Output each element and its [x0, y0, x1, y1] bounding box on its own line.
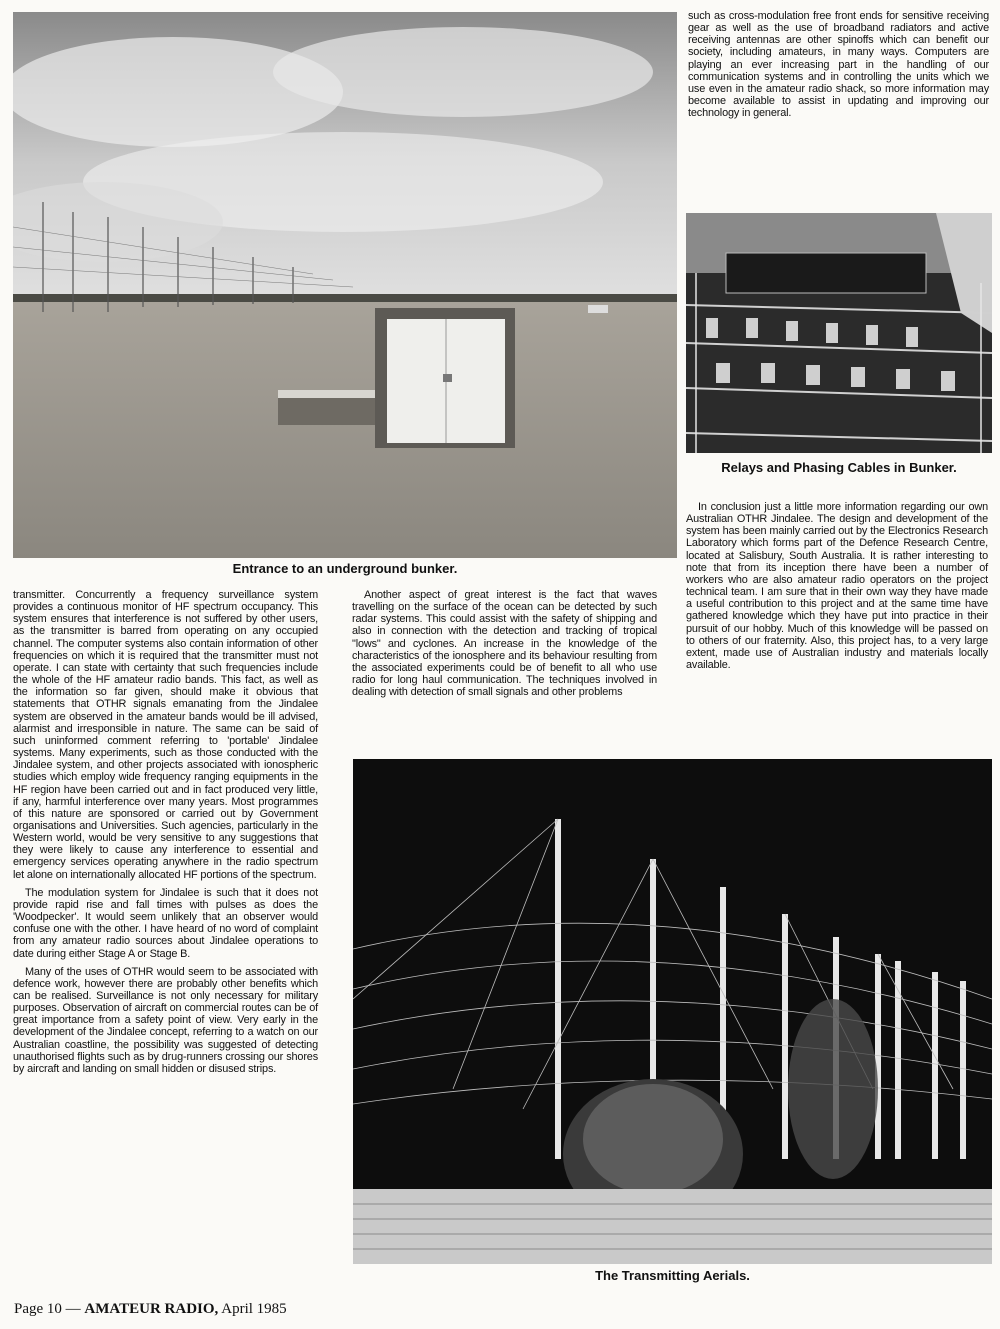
relays-photo — [686, 213, 992, 453]
continuation-paragraph: such as cross-modulation free front ends for sensitive receiving gear as well as the use of broadband radiators and active receiving antennas are other spinoffs which can benefit our society, including amateurs, in many ways. Computers are playing an ever increasing part in the handling of our communication systems and in controlling the units which we use even in the amateur radio shack, so more information may become available to assist in updating and improving our technology in general. — [688, 10, 989, 120]
bunker-photo-caption: Entrance to an underground bunker. — [232, 561, 458, 576]
page-footer — [14, 1301, 287, 1318]
modulation-paragraph: The modulation system for Jindalee is such that it does not provide rapid rise and fall times with pulses as does the 'Woodpecker'. It would seem unlikely that an observer would confuse one with the other. I have heard of no word of complaint from any amateur radio sources about Jindalee operations to date during either Stage A or Stage B. — [13, 886, 318, 960]
aerials-photo-caption: The Transmitting Aerials. — [595, 1268, 750, 1283]
surveillance-paragraph: transmitter. Concurrently a frequency surveillance system provides a continuous monitor of HF spectrum occupancy. This system ensures that interference is not suffered by other users, as the transmitter is barred from operating on any occupied channel. The computer systems also contain information of other frequencies on which it is required that the transmitter must not operate. I can state with certainty that such frequencies include the whole of the HF amateur radio bands. This fact, as well as the information so far given, should make it obvious that statements that OTHR signals emanating from the Jindalee system are observed in the amateur bands would be ill advised, alarmist and irresponsible in nature. The same can be said of such uninformed comment referring to 'portable' Jindalee systems. Many experiments, such as those conducted with the Jindalee system, and other projects associated with ionospheric studies which employ wide frequency ranging equipments in the HF region have been carried out and in fact produced very little, if any, harmful interference over many years. Most programmes of this nature are sponsored or carried out by Government organisations and Universities. Such agencies, particularly in the Western world, would be very sensitive to any suggestions that they were likely to cause any interference to essential and emergency services operating anywhere in the radio spectrum let alone on internationally allocated HF portions of the spectrum. — [13, 589, 318, 881]
middle-column — [352, 589, 657, 704]
bunker-photo — [13, 12, 677, 558]
uses-paragraph: Many of the uses of OTHR would seem to be associated with defence work, however there are probably other benefits which can be realised. Surveillance is not only necessary for military purposes. Observation of aircraft on commercial routes can be of great importance from a safety point of view. Very early in the development of the Jindalee concept, referring to a watch on our Australian coastline, the possibility was suggested of detecting unauthorised flights such as by drug-runners crossing our shores by aircraft and landing on small hidden or disused strips. — [13, 965, 318, 1075]
relays-photo-caption: Relays and Phasing Cables in Bunker. — [721, 460, 957, 475]
conclusion-paragraph: In conclusion just a little more information regarding our own Australian OTHR Jindalee. The design and development of the system has been mainly carried out by the Electronics Research Laboratory which forms part of the Defence Research Centre, located at Salisbury, South Australia. It is rather interesting to note that from its inception there have been a number of workers who are also amateur radio operators on the project technical team. I am sure that in their own way they have made a useful contribution to this project and at the same time have gathered knowledge which they have put into practice in their pursuit of our hobby. Much of this knowledge will be passed on to others of our fraternity. Also, this project has, to a very large extent, made use of Australian industry and materials locally available. — [686, 501, 988, 672]
magazine-title: AMATEUR RADIO, — [84, 1301, 219, 1317]
top-right-column — [688, 10, 989, 125]
aerials-photo — [353, 759, 992, 1264]
page-number: Page 10 — — [14, 1301, 81, 1317]
right-column — [686, 501, 988, 677]
issue-date: April 1985 — [221, 1301, 287, 1317]
ocean-paragraph: Another aspect of great interest is the fact that waves travelling on the surface of the ocean can be detected by such radar systems. This could assist with the safety of shipping and also in connection with the detection and tracking of tropical "lows" and cyclones. An increase in the knowledge of the characteristics of the ionosphere and its behaviour resulting from the associated experiments could be of benefit to all who use radio for long haul communication. The techniques involved in dealing with detection of small signals and other problems — [352, 589, 657, 699]
left-column — [13, 589, 318, 1081]
